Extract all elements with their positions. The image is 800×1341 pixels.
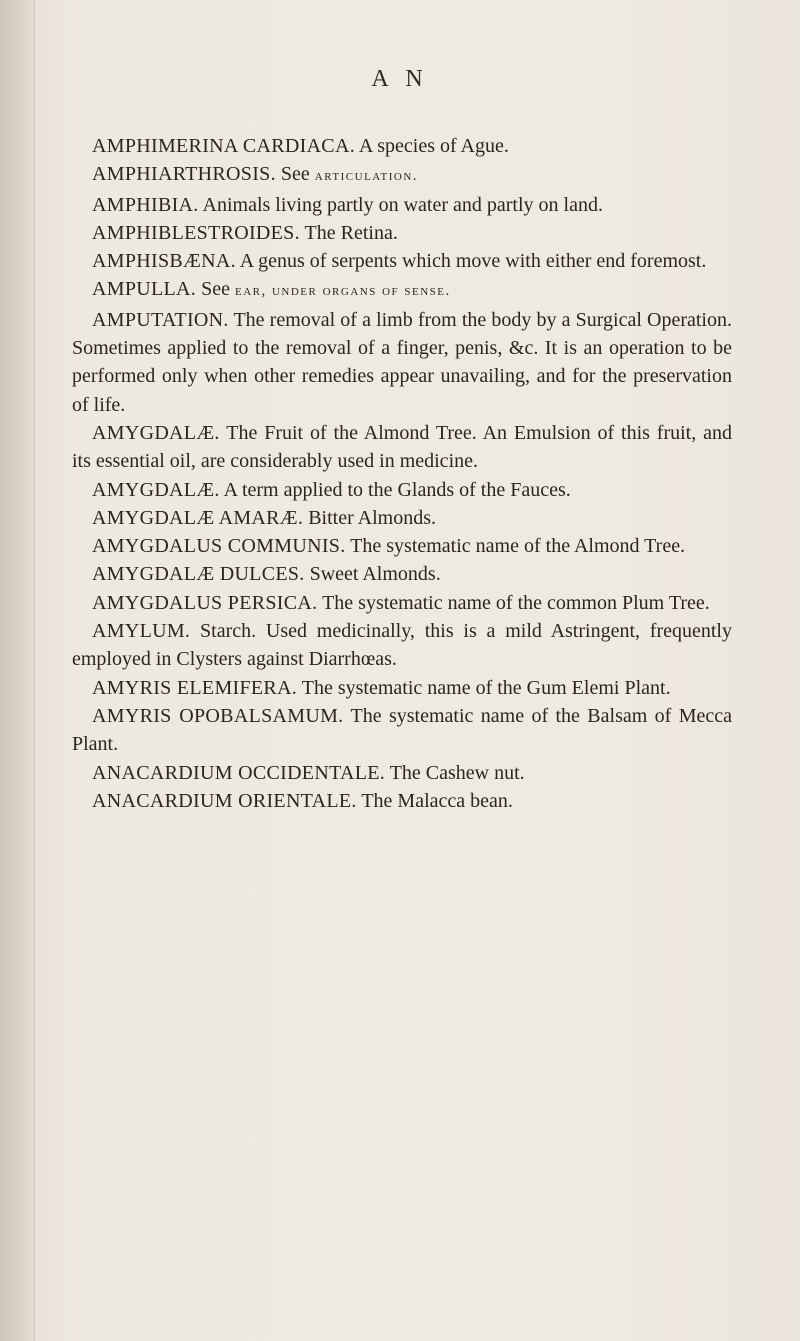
headword: AMYGDALÆ. — [92, 478, 220, 501]
cross-reference: ear, under organs of sense. — [234, 283, 451, 300]
entry — [72, 674, 732, 702]
dictionary-entries — [72, 132, 732, 815]
definition: See — [196, 278, 235, 301]
entry — [72, 560, 732, 588]
headword: AMYRIS ELEMIFERA. — [92, 676, 298, 699]
definition: A term applied to the Glands of the Fauces. — [219, 478, 571, 501]
definition: Sweet Almonds. — [304, 563, 441, 586]
definition: The Cashew nut. — [385, 761, 525, 784]
entry — [72, 476, 732, 504]
headword: AMPULLA. — [92, 278, 197, 301]
cross-reference: articulation. — [314, 168, 419, 185]
entry — [72, 759, 732, 787]
entry — [72, 132, 732, 160]
entry — [72, 160, 732, 190]
headword: ANACARDIUM OCCIDENTALE. — [92, 761, 386, 784]
entry — [72, 787, 732, 815]
definition: Animals living partly on water and partly on land. — [198, 193, 603, 216]
entry — [72, 219, 732, 247]
headword: AMYGDALÆ. — [92, 421, 220, 444]
definition: The systematic name of the Gum Elemi Plant. — [297, 676, 671, 699]
definition: A genus of serpents which move with either end foremost. — [235, 250, 707, 273]
entry — [72, 275, 732, 305]
headword: AMYRIS OPOBALSAMUM. — [92, 704, 344, 727]
headword: AMYLUM. — [92, 620, 191, 643]
headword: AMPHIMERINA CARDIACA. — [92, 135, 355, 157]
entry — [72, 504, 732, 532]
definition: The systematic name of the common Plum Tree. — [317, 591, 710, 614]
headword: AMPHIBIA. — [92, 193, 199, 216]
definition: The removal of a limb from the body by a Surgical Operation. Sometimes applied to the removal of a finger, penis, &c. It is an operation to be performed only when other remedies appear unavailing, and for the preservation of life. — [72, 308, 732, 416]
headword: AMYGDALUS COMMUNIS. — [92, 535, 346, 558]
headword: ANACARDIUM ORIENTALE. — [92, 789, 357, 812]
entry — [72, 589, 732, 617]
entry — [72, 191, 732, 219]
definition: Bitter Almonds. — [303, 506, 436, 529]
entry — [72, 306, 732, 419]
definition: The systematic name of the Almond Tree. — [345, 535, 686, 558]
headword: AMPHISBÆNA. — [92, 250, 236, 273]
entry — [72, 617, 732, 674]
definition: A species of Ague. — [355, 135, 509, 157]
definition: The Malacca bean. — [356, 789, 513, 812]
page-header: A N — [371, 66, 429, 92]
definition: The systematic name of the Balsam of Mecca Plant. — [72, 704, 732, 756]
entry — [72, 247, 732, 275]
headword: AMYGDALUS PERSICA. — [92, 591, 318, 614]
headword: AMPHIARTHROSIS. — [92, 163, 276, 186]
definition: See — [275, 163, 315, 186]
headword: AMYGDALÆ AMARÆ. — [92, 506, 304, 529]
entry — [72, 419, 732, 476]
entry — [72, 532, 732, 560]
headword: AMPHIBLESTROIDES. — [92, 221, 300, 244]
definition: The Retina. — [299, 221, 398, 244]
definition: Starch. Used medicinally, this is a mild Astringent, frequently employed in Clysters against Diarrhœas. — [72, 620, 732, 671]
headword: AMYGDALÆ DULCES. — [92, 563, 305, 586]
headword: AMPUTATION. — [92, 308, 229, 331]
entry — [72, 702, 732, 759]
binding-gutter — [0, 0, 35, 1341]
definition: The Fruit of the Almond Tree. An Emulsion of this fruit, and its essential oil, are considerably used in medicine. — [72, 421, 732, 473]
